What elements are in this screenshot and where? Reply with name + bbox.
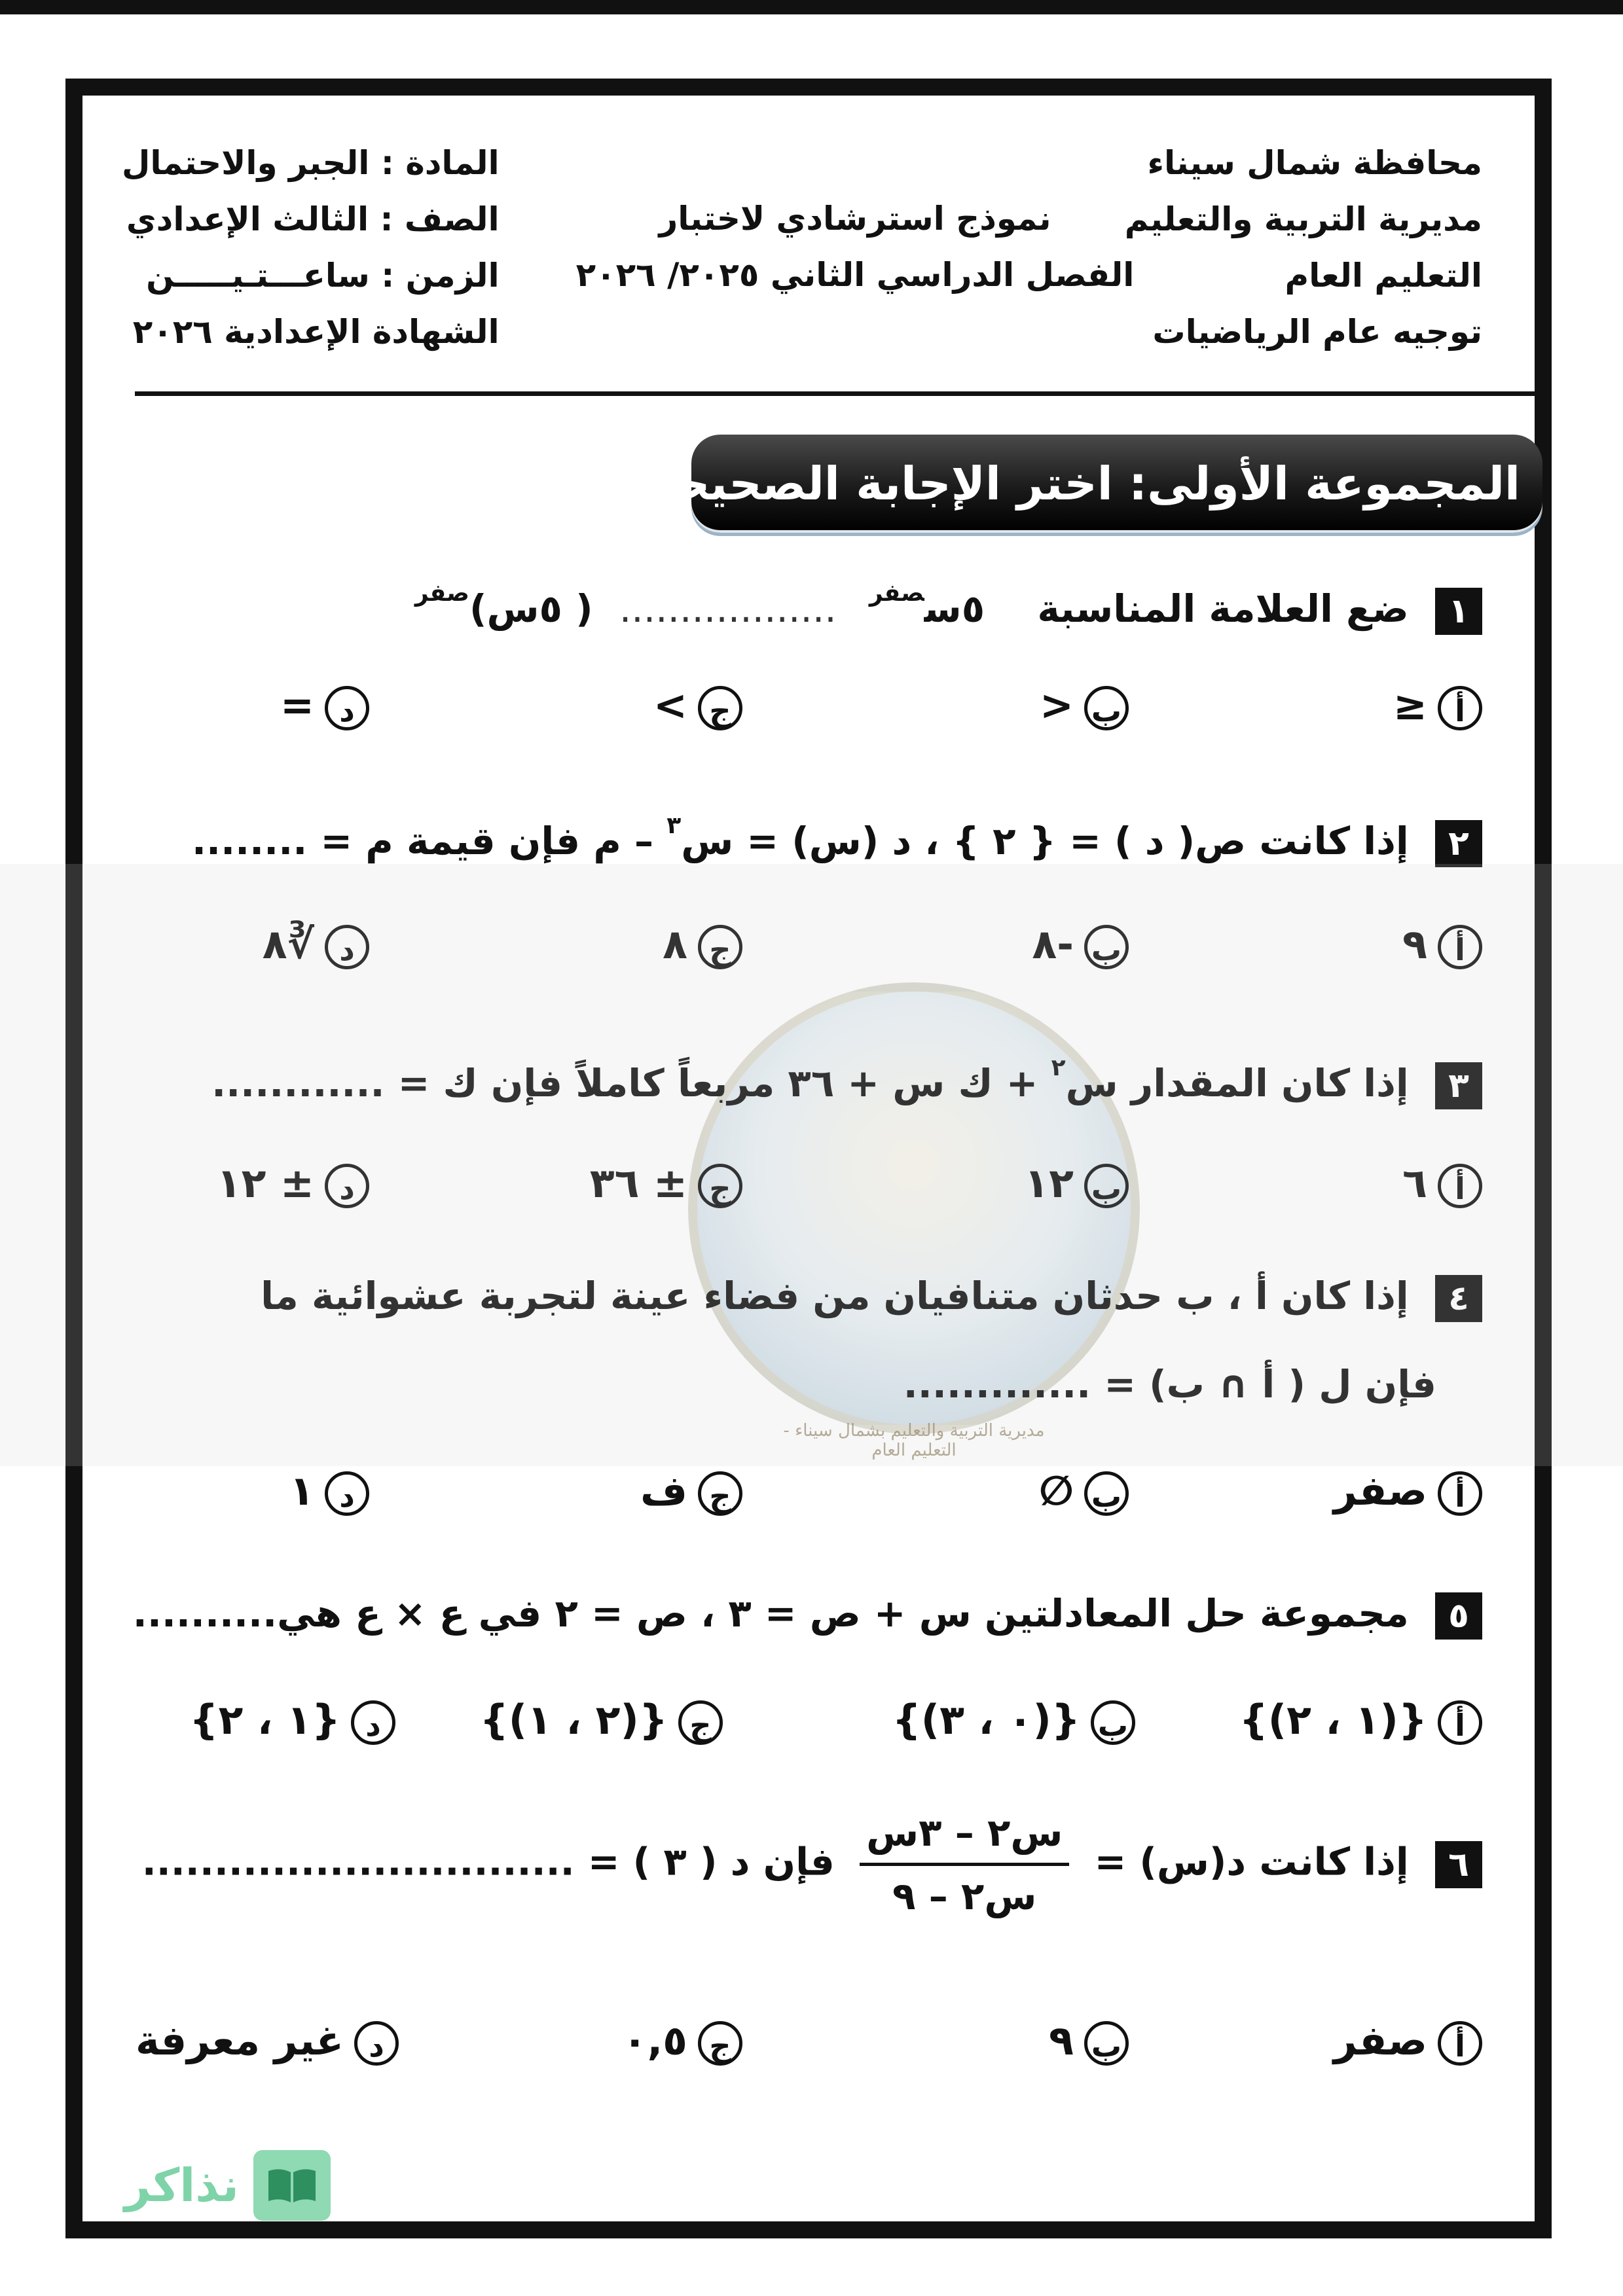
header-right xyxy=(1125,135,1482,360)
option-q3-a[interactable]: أ٦ xyxy=(1402,1159,1482,1208)
question-tail: فإن د ( ٣ ) = .............................. xyxy=(141,1839,835,1884)
option-q4-b[interactable]: ب∅ xyxy=(1039,1467,1129,1516)
question-2 xyxy=(192,812,1482,867)
option-q4-a[interactable]: أصفر xyxy=(1334,1467,1482,1516)
option-q6-d[interactable]: دغير معرفة xyxy=(136,2017,399,2066)
question-tail: + ك س + ٣٦ مربعاً كاملاً فإن ك = ............ xyxy=(211,1061,1051,1105)
question-number: ٢ xyxy=(1435,820,1482,867)
option-q2-b[interactable]: ب-٨ xyxy=(1032,920,1129,969)
question-number: ١ xyxy=(1435,588,1482,635)
fraction-denominator: س٢ – ٩ xyxy=(892,1874,1037,1918)
option-q2-a[interactable]: أ٩ xyxy=(1402,920,1482,969)
option-q5-c[interactable]: ج{(٢ ، ١)} xyxy=(480,1696,723,1745)
question-tail: – م فإن قيمة م = ........ xyxy=(192,819,667,863)
header-divider xyxy=(135,391,1542,396)
fraction-numerator: س٢ – ٣س xyxy=(860,1810,1069,1866)
brand-logo-text: نذاكر xyxy=(124,2159,239,2212)
watermark-band xyxy=(0,864,1623,1466)
question-text: إذا كان أ ، ب حدثان متنافيان من فضاء عينة لتجربة عشوائية ما xyxy=(261,1274,1409,1318)
exponent: ٢ xyxy=(1051,1054,1066,1081)
question-text: ضع العلامة المناسبة xyxy=(1037,586,1409,631)
top-bar xyxy=(0,0,1623,14)
expr-b: ( ٥س)$^{صفر}$ xyxy=(414,580,593,631)
exponent: ٣ xyxy=(666,812,682,839)
question-number: ٣ xyxy=(1435,1062,1482,1109)
directorate: مديرية التربية والتعليم xyxy=(1124,200,1482,238)
question-number: ٦ xyxy=(1435,1841,1482,1888)
option-q6-b[interactable]: ب٩ xyxy=(1049,2017,1129,2066)
question-1 xyxy=(415,580,1482,635)
option-q3-d[interactable]: د± ١٢ xyxy=(217,1159,369,1208)
question-text: إذا كان المقدار س xyxy=(1065,1061,1409,1105)
option-q5-b[interactable]: ب{(٠ ، ٣)} xyxy=(892,1696,1135,1745)
certificate: الشهادة الإعدادية ٢٠٢٦ xyxy=(132,313,500,351)
blank: .................. xyxy=(619,586,837,631)
supervision: توجيه عام الرياضيات xyxy=(1152,313,1482,351)
option-q6-c[interactable]: ج٠,٥ xyxy=(623,2017,742,2066)
watermark-text: مديرية التربية والتعليم بشمال سيناء - التعليم العام xyxy=(783,1421,1045,1460)
question-number: ٤ xyxy=(1435,1275,1482,1322)
question-4-line2: فإن ل ( أ ∩ ب) = ............. xyxy=(903,1362,1436,1407)
education-type: التعليم العام xyxy=(1285,257,1482,295)
option-q3-b[interactable]: ب١٢ xyxy=(1024,1159,1129,1208)
duration: الزمن : ساعـــتـيـــــن xyxy=(146,257,500,295)
header-left xyxy=(122,135,500,360)
option-q2-d[interactable]: د∛٨ xyxy=(263,920,369,969)
option-q1-d[interactable]: د= xyxy=(280,681,369,730)
question-text: مجموعة حل المعادلتين س + ص = ٣ ، ص = ٢ في ع × ع هي.......... xyxy=(132,1591,1409,1636)
option-q5-a[interactable]: أ{(١ ، ٢)} xyxy=(1239,1696,1482,1745)
question-text: إذا كانت د(س) = xyxy=(1094,1839,1409,1884)
question-text: إذا كانت ص( د ) = { ٢ } ، د (س) = س xyxy=(681,819,1409,863)
option-q4-d[interactable]: د١ xyxy=(289,1467,369,1516)
section-title-banner: المجموعة الأولى: اختر الإجابة الصحيحة xyxy=(691,435,1542,533)
governorate: محافظة شمال سيناء xyxy=(1147,144,1482,182)
option-q1-a[interactable]: أ≤ xyxy=(1393,681,1482,730)
book-icon xyxy=(253,2150,331,2221)
subject: المادة : الجبر والاحتمال xyxy=(122,144,500,182)
option-q6-a[interactable]: أصفر xyxy=(1334,2017,1482,2066)
header-center xyxy=(541,190,1169,303)
question-number: ٥ xyxy=(1435,1592,1482,1640)
option-q1-b[interactable]: ب< xyxy=(1040,681,1129,730)
question-6 xyxy=(142,1810,1482,1918)
option-q5-d[interactable]: د{١ ، ٢} xyxy=(189,1696,395,1745)
term-label: الفصل الدراسي الثاني ٢٠٢٥/ ٢٠٢٦ xyxy=(575,256,1135,294)
option-q2-c[interactable]: ج٨ xyxy=(663,920,742,969)
option-q1-c[interactable]: ج> xyxy=(653,681,742,730)
brand-logo xyxy=(124,2150,331,2221)
grade: الصف : الثالث الإعدادي xyxy=(126,200,500,238)
option-q4-c[interactable]: جف xyxy=(640,1467,742,1516)
question-5 xyxy=(133,1591,1482,1640)
option-q3-c[interactable]: ج± ٣٦ xyxy=(590,1159,742,1208)
expr-a: ٥س$^{صفر}$ xyxy=(869,580,985,631)
fraction xyxy=(860,1810,1069,1918)
exam-model-title: نموذج استرشادي لاختبار xyxy=(659,200,1051,238)
